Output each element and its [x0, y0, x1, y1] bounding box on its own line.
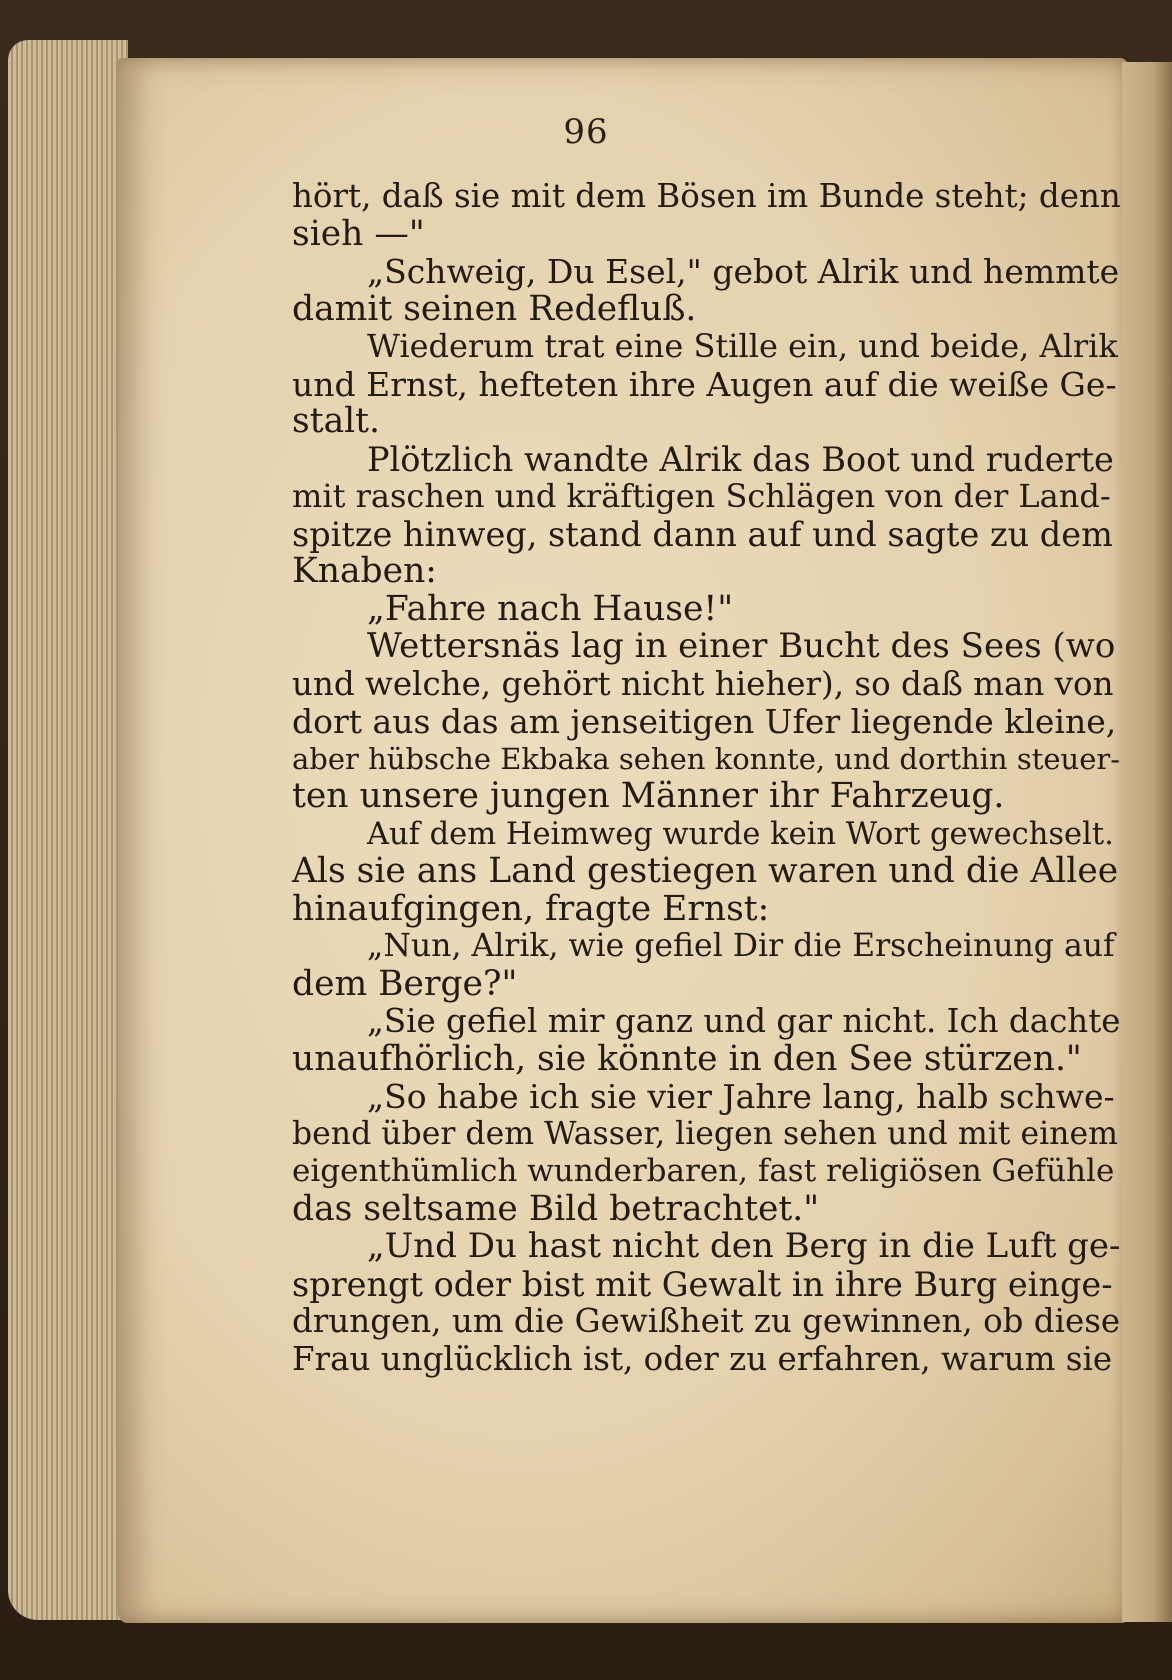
text-line: Auf dem Heimweg wurde kein Wort gewechselt.	[367, 816, 1114, 852]
text-line: bend über dem Wasser, liegen sehen und mit einem	[292, 1115, 1118, 1152]
text-line: Als sie ans Land gestiegen waren und die Allee	[292, 851, 1119, 891]
text-line: hinaufgingen, fragte Ernst:	[292, 888, 770, 929]
text-line: sieh —"	[292, 213, 425, 254]
text-line: drungen, um die Gewißheit zu gewinnen, ob diese	[292, 1302, 1121, 1340]
text-line: „Fahre nach Hause!"	[367, 588, 734, 629]
text-line: dort aus das am jenseitigen Ufer liegende kleine,	[292, 702, 1117, 741]
text-line: und Ernst, hefteten ihre Augen auf die weiße Ge-	[292, 364, 1117, 404]
page-edges	[8, 40, 128, 1620]
text-line: und welche, gehört nicht hieher), so daß man von	[292, 664, 1114, 703]
text-line: Wiederum trat eine Stille ein, und beide, Alrik	[367, 327, 1118, 365]
text-line: Plötzlich wandte Alrik das Boot und ruderte	[367, 439, 1114, 479]
text-line: spitze hinweg, stand dann auf und sagte zu dem	[292, 514, 1113, 554]
text-line: sprengt oder bist mit Gewalt in ihre Burg einge-	[292, 1264, 1113, 1304]
text-line: „Und Du hast nicht den Berg in die Luft ge-	[367, 1226, 1121, 1266]
text-line: damit seinen Redefluß.	[292, 288, 697, 329]
text-line: aber hübsche Ekbaka sehen konnte, und dorthin steuer-	[292, 741, 1121, 776]
page-text	[292, 178, 1122, 1378]
text-line: ten unsere jungen Männer ihr Fahrzeug.	[292, 776, 1005, 816]
text-line: unaufhörlich, sie könnte in den See stürzen."	[292, 1038, 1082, 1079]
text-line: „So habe ich sie vier Jahre lang, halb schwe-	[367, 1077, 1115, 1116]
text-line: dem Berge?"	[292, 963, 518, 1004]
text-line: mit raschen und kräftigen Schlägen von der Land-	[292, 477, 1111, 515]
text-line: „Sie gefiel mir ganz und gar nicht. Ich dachte	[367, 1002, 1121, 1040]
text-line: hört, daß sie mit dem Bösen im Bunde steht; denn	[292, 177, 1121, 215]
text-line: Knaben:	[292, 551, 437, 591]
text-line: „Nun, Alrik, wie gefiel Dir die Erscheinung auf	[367, 928, 1115, 964]
text-line: stalt.	[292, 401, 381, 441]
text-line: „Schweig, Du Esel," gebot Alrik und hemmte	[367, 252, 1120, 291]
text-line: Frau unglücklich ist, oder zu erfahren, warum sie	[292, 1339, 1113, 1378]
text-line: eigenthümlich wunderbaren, fast religiösen Gefühle	[292, 1153, 1115, 1189]
right-page-edge	[1122, 62, 1172, 1622]
text-line: das seltsame Bild betrachtet."	[292, 1188, 820, 1229]
text-line: Wettersnäs lag in einer Bucht des Sees (wo	[367, 626, 1116, 666]
page-number: 96	[563, 112, 609, 152]
